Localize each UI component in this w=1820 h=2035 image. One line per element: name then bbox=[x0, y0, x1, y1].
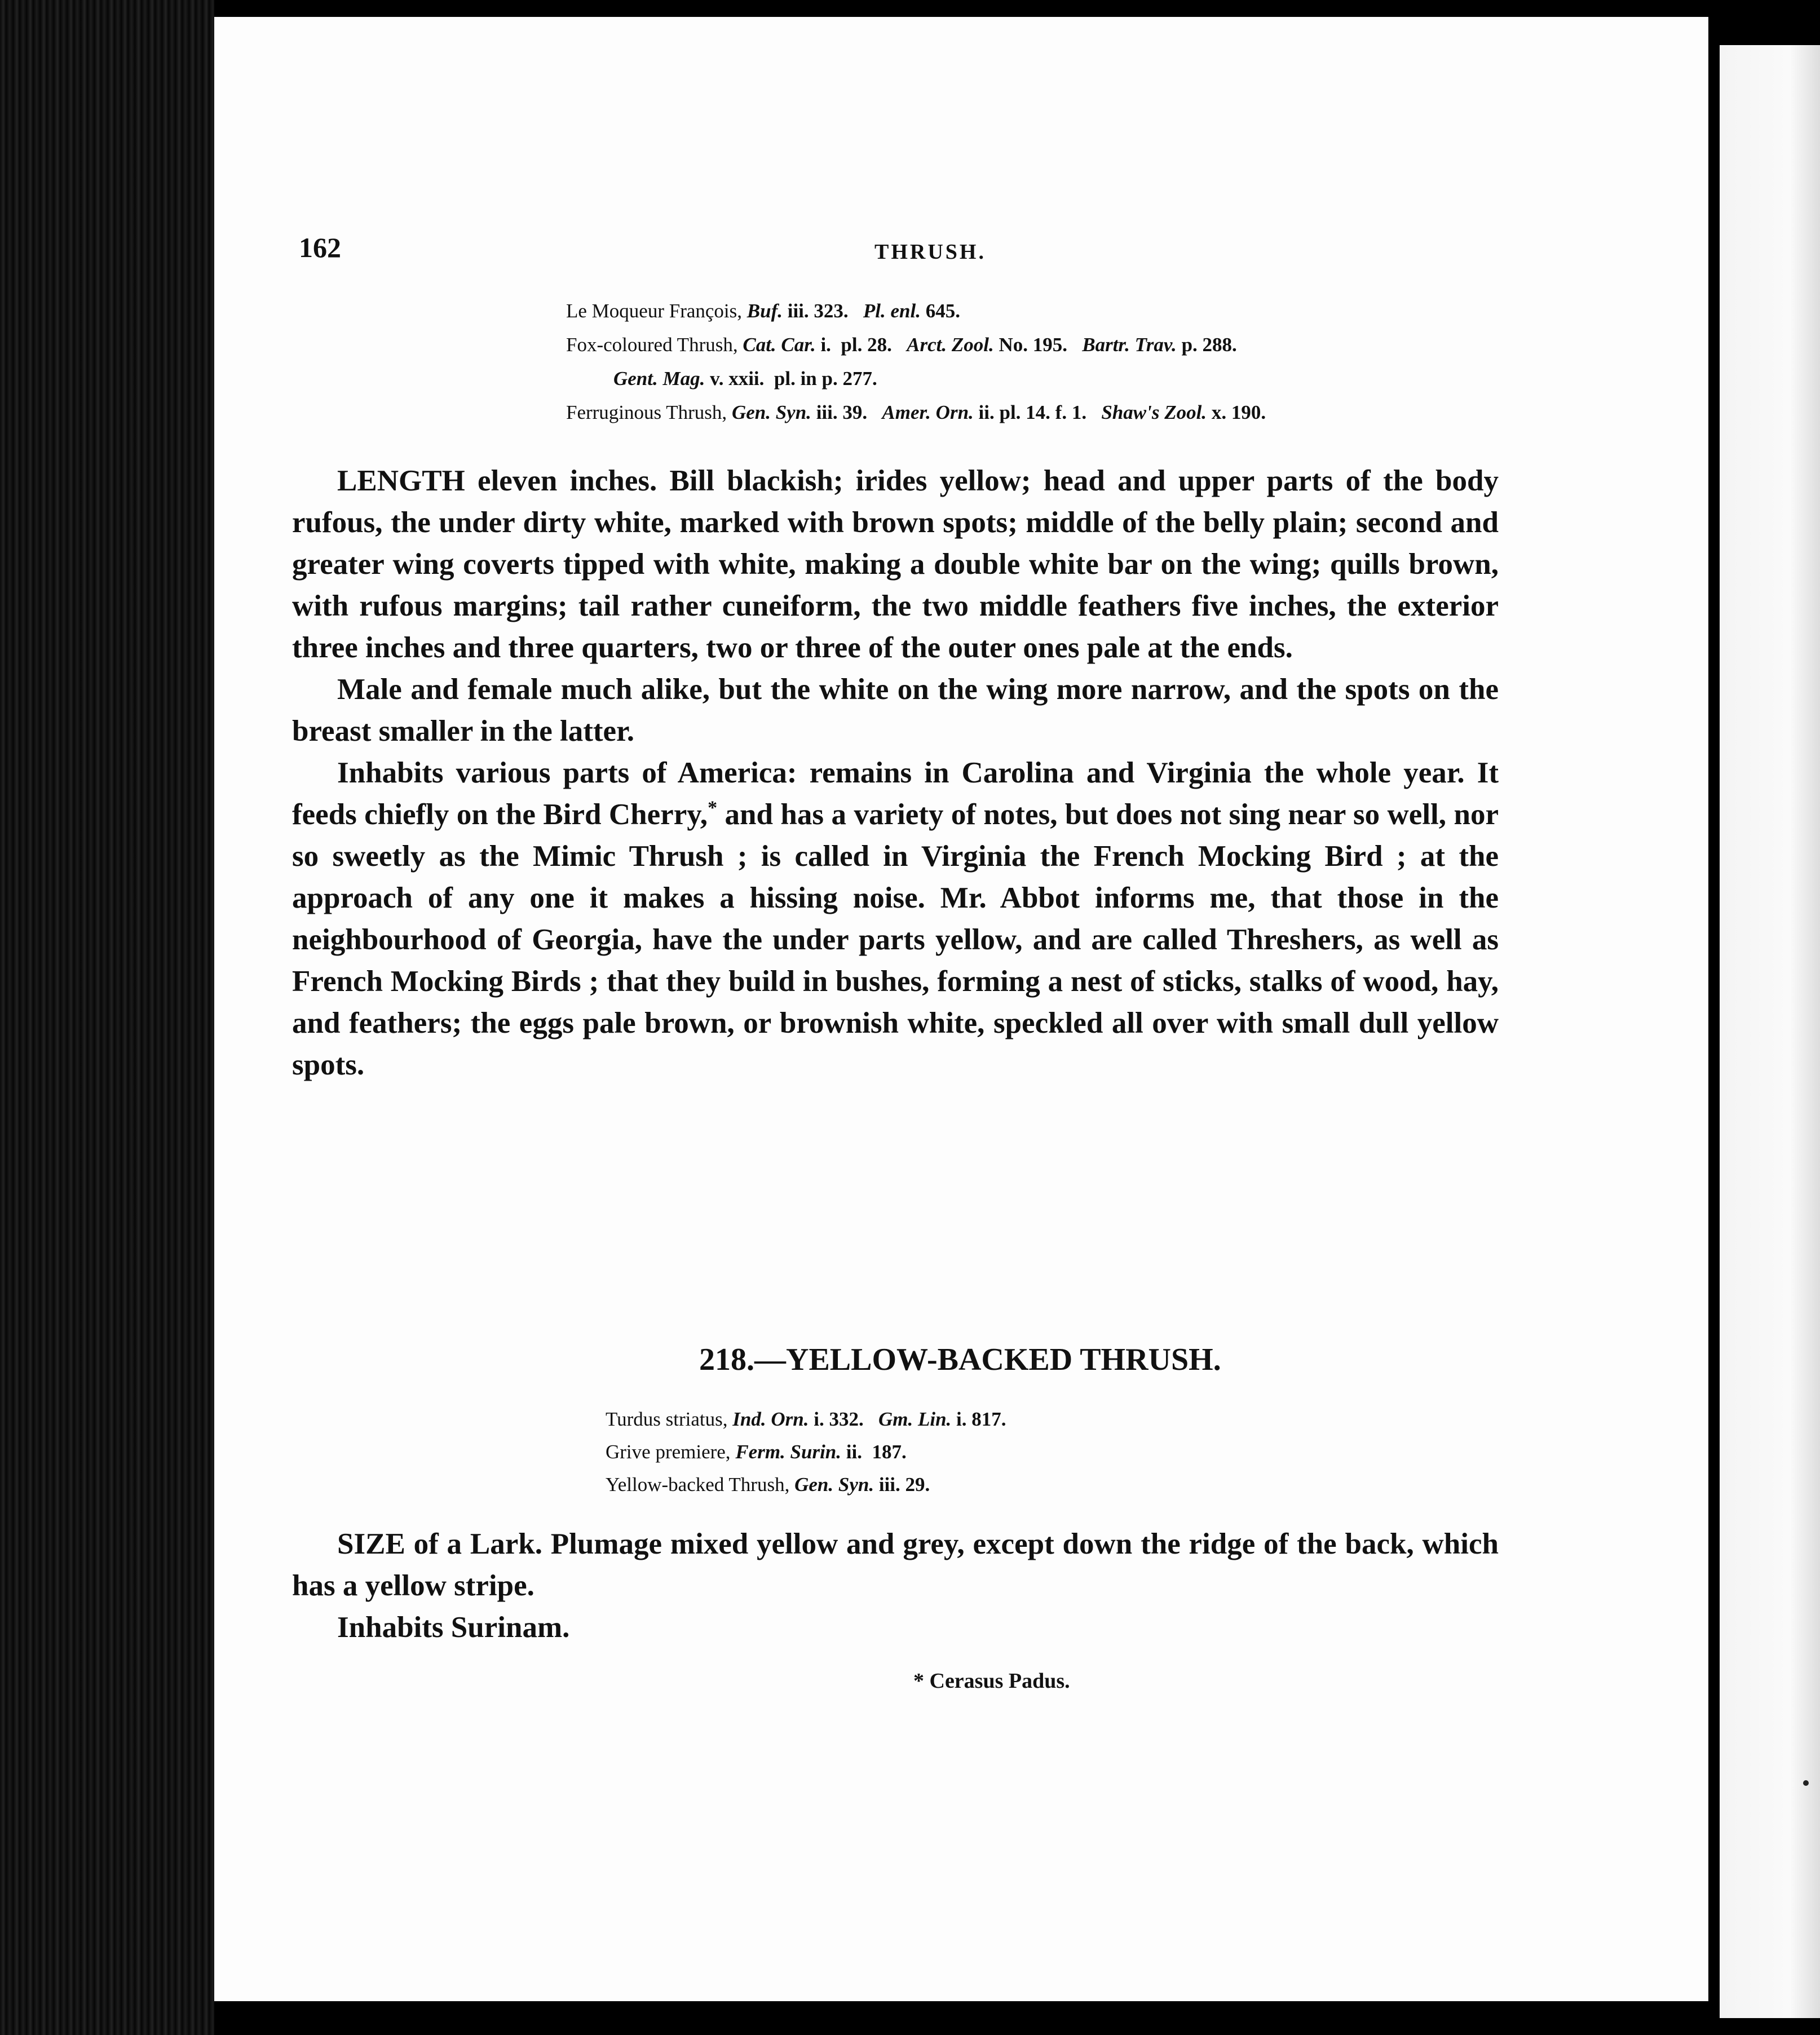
book-spine bbox=[0, 0, 214, 2035]
page-number: 162 bbox=[299, 232, 341, 263]
synonym-text: x. 190. bbox=[1207, 401, 1266, 423]
synonym-text: Le Moqueur François, bbox=[566, 300, 747, 322]
citation-abbrev: Cat. Car. bbox=[743, 334, 816, 356]
citation-abbrev: Ind. Orn. bbox=[732, 1408, 809, 1430]
synonym-line bbox=[606, 1409, 1006, 1429]
facing-page-edge bbox=[1720, 45, 1820, 2018]
synonym-text: 645. bbox=[921, 300, 960, 322]
description-paragraph: LENGTH eleven inches. Bill blackish; irides yellow; head and upper parts of the body rufous, the under dirty white, marked with brown spots; middle of the belly plain; second and greater wing coverts tipped with white, making a double white bar on the wing; quills brown, with rufous margins; tail rather cuneiform, the two middle feathers five inches, the exterior three inches and three quarters, two or three of the outer ones pale at the ends. bbox=[292, 464, 1499, 664]
description-paragraph: Inhabits Surinam. bbox=[337, 1611, 570, 1644]
citation-abbrev: Gen. Syn. bbox=[731, 401, 811, 423]
synonym-line bbox=[566, 301, 960, 321]
citation-abbrev: Gen. Syn. bbox=[794, 1474, 874, 1496]
paragraph-text: and has a variety of notes, but does not sing near so well, nor so sweetly as the Mimic Thrush ; is called in Virginia the French Mocking Bird ; at the approach of any one it makes a hissing noise. Mr. Abbot informs me, that those in the neighbourhood of Georgia, have the under parts yellow, and are called Threshers, as well as French Mocking Birds ; that they build in bushes, forming a nest of sticks, stalks of wood, hay, and feathers; the eggs pale brown, or brownish white, speckled all over with small dull yellow spots. bbox=[292, 798, 1499, 1081]
section-heading: 218.—YELLOW-BACKED THRUSH. bbox=[699, 1342, 1221, 1377]
running-head: THRUSH. bbox=[874, 240, 986, 264]
synonym-text: i. pl. 28. bbox=[815, 334, 907, 356]
synonym-text: Ferruginous Thrush, bbox=[566, 401, 732, 423]
citation-abbrev: Ferm. Surin. bbox=[735, 1441, 842, 1463]
description-paragraph: Male and female much alike, but the white on the wing more narrow, and the spots on the breast smaller in the latter. bbox=[292, 673, 1499, 747]
synonym-text: ii. pl. 14. f. 1. bbox=[973, 401, 1102, 423]
description-paragraph bbox=[292, 752, 1499, 1086]
citation-abbrev: Gm. Lin. bbox=[878, 1408, 952, 1430]
synonym-line bbox=[566, 402, 1266, 422]
synonym-text: Yellow-backed Thrush, bbox=[606, 1474, 795, 1496]
synonym-text: iii. 323. bbox=[782, 300, 863, 322]
synonym-text: ii. 187. bbox=[841, 1441, 907, 1463]
synonym-text: No. 195. bbox=[993, 334, 1083, 356]
synonym-line bbox=[613, 369, 877, 388]
synonym-text: iii. 29. bbox=[874, 1474, 930, 1496]
synonym-text: p. 288. bbox=[1176, 334, 1237, 356]
synonym-text: v. xxii. pl. in p. 277. bbox=[705, 368, 877, 390]
citation-abbrev: Amer. Orn. bbox=[882, 401, 974, 423]
synonym-line bbox=[606, 1442, 907, 1462]
citation-abbrev: Arct. Zool. bbox=[907, 334, 994, 356]
scan-speck bbox=[1803, 1780, 1809, 1786]
paragraph-text: Inhabits various parts of America: remains in Carolina and Virginia the whole year. It feeds chiefly on the Bird Cherry, bbox=[292, 757, 1499, 831]
footnote-reference: * bbox=[708, 797, 718, 819]
citation-abbrev: Gent. Mag. bbox=[613, 368, 705, 390]
synonym-text: iii. 39. bbox=[811, 401, 882, 423]
description-body bbox=[292, 460, 1499, 1086]
description-body bbox=[292, 1523, 1499, 1648]
synonym-text: Fox-coloured Thrush, bbox=[566, 334, 743, 356]
citation-abbrev: Bartr. Trav. bbox=[1082, 334, 1177, 356]
synonym-line bbox=[606, 1475, 930, 1494]
synonym-text: Grive premiere, bbox=[606, 1441, 736, 1463]
description-paragraph: SIZE of a Lark. Plumage mixed yellow and grey, except down the ridge of the back, which has a yellow stripe. bbox=[292, 1528, 1499, 1602]
footnote: * Cerasus Padus. bbox=[913, 1669, 1070, 1693]
citation-abbrev: Buf. bbox=[746, 300, 783, 322]
synonym-text: i. 817. bbox=[951, 1408, 1006, 1430]
synonym-text: Turdus striatus, bbox=[606, 1408, 733, 1430]
synonym-line bbox=[566, 335, 1237, 355]
synonym-text: i. 332. bbox=[809, 1408, 878, 1430]
citation-abbrev: Pl. enl. bbox=[863, 300, 921, 322]
citation-abbrev: Shaw's Zool. bbox=[1101, 401, 1207, 423]
